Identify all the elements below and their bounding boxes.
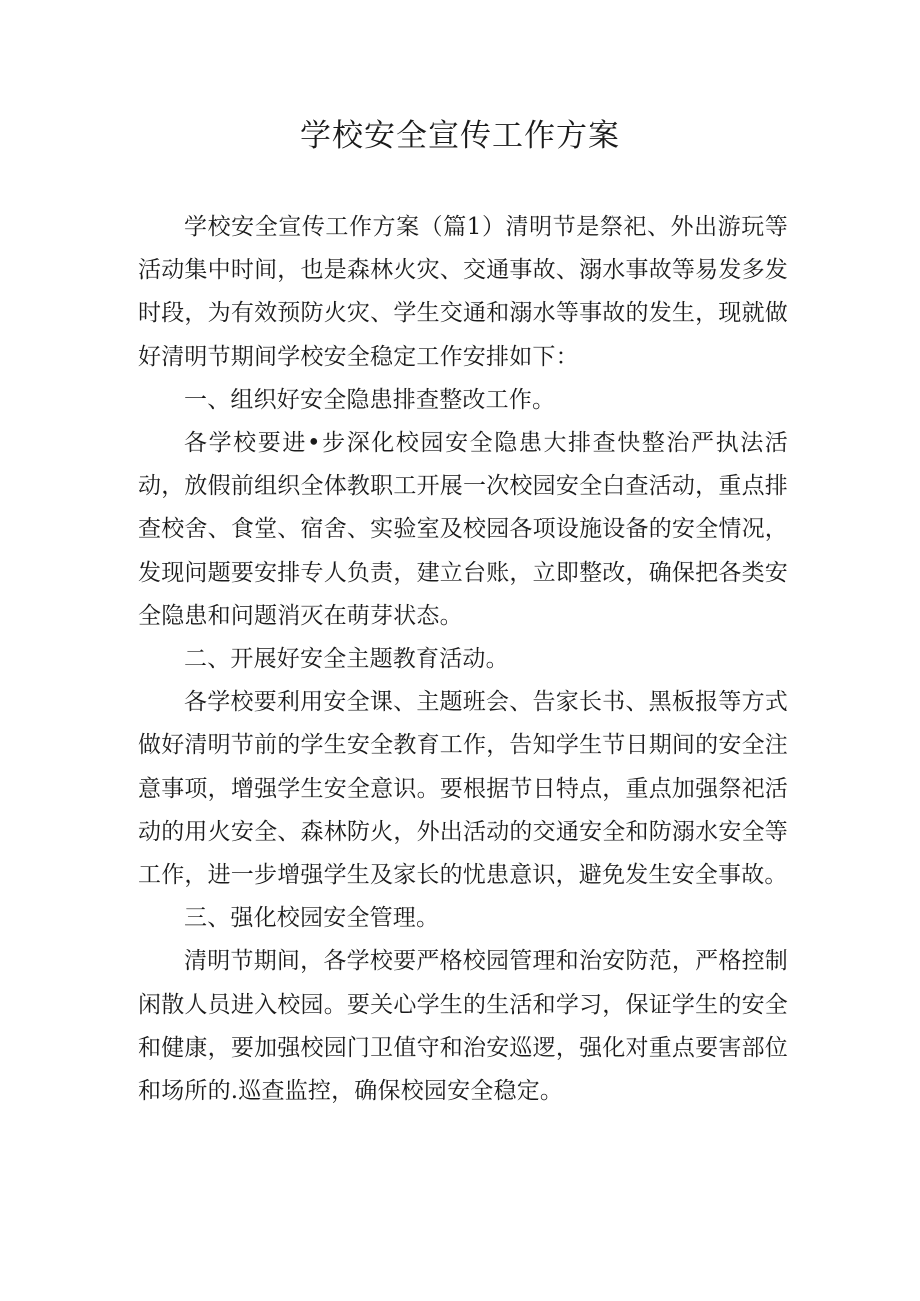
- section-heading-1: 一、组织好安全隐患排查整改工作。: [184, 386, 556, 413]
- section-heading-2: 二、开展好安全主题教育活动。: [184, 646, 509, 673]
- section-heading-3: 三、强化校园安全管理。: [184, 905, 440, 932]
- document-body: [138, 206, 788, 1113]
- intro-paragraph: 学校安全宣传工作方案（篇1）清明节是祭祀、外出游玩等活动集中时间，也是森林火灾、交通事故、溺水事故等易发多发时段，为有效预防火灾、学生交通和溺水等事故的发生，现就做好清明节期间学校安全稳定工作安排如下：: [138, 214, 788, 370]
- section-paragraph-1: 各学校要进•步深化校园安全隐患大排查快整治严执法活动，放假前组织全体教职工开展一次校园安全白查活动，重点排查校舍、食堂、宿舍、实验室及校园各项设施设备的安全情况，发现问题要安排专人负责，建立台账，立即整改，确保把各类安全隐患和问题消灭在萌芽状态。: [138, 430, 788, 629]
- document-title: 学校安全宣传工作方案: [300, 118, 620, 154]
- section-paragraph-2: 各学校要利用安全课、主题班会、告家长书、黑板报等方式做好清明节前的学生安全教育工作，告知学生节日期间的安全注意事项，增强学生安全意识。要根据节日特点，重点加强祭祀活动的用火安全、森林防火，外出活动的交通安全和防溺水安全等工作，进一步增强学生及家长的忧患意识，避免发生安全事故。: [138, 689, 788, 889]
- section-paragraph-3: 清明节期间，各学校要严格校园管理和治安防范，严格控制闲散人员进入校园。要关心学生的生活和学习，保证学生的安全和健康，要加强校园门卫值守和治安巡逻，强化对重点要害部位和场所的.巡查监控，确保校园安全稳定。: [138, 948, 788, 1105]
